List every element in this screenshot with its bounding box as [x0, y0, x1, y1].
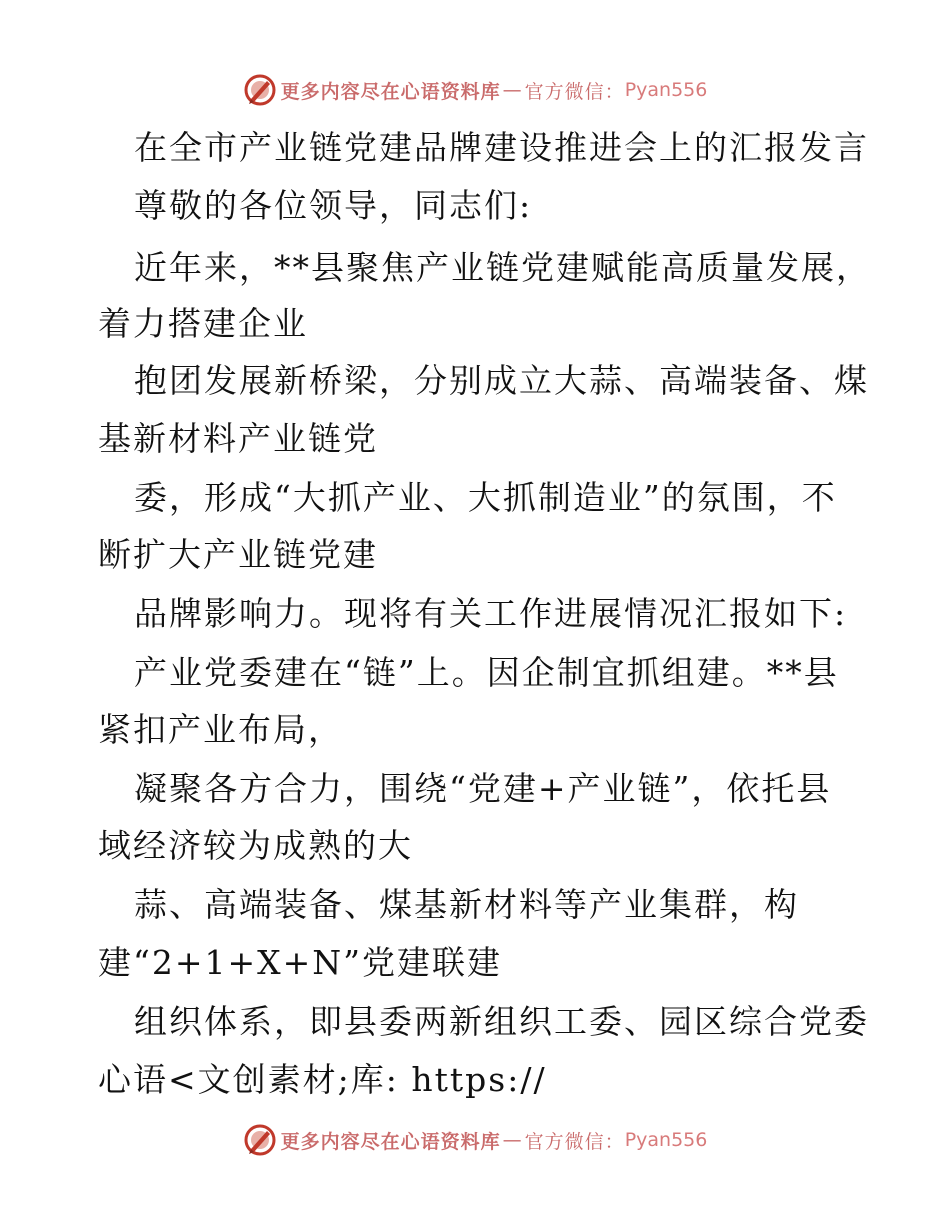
- pen-logo-icon: [243, 73, 277, 107]
- footer-dash: —: [502, 1129, 523, 1151]
- header-banner: [0, 70, 950, 110]
- footer-promo-text: 更多内容尽在心语资料库: [280, 1130, 501, 1153]
- footer-wechat-id: Pyan556: [624, 1129, 708, 1151]
- text-line: 域经济较为成熟的大: [98, 826, 413, 865]
- text-line: 紧扣产业布局，: [98, 710, 343, 749]
- salutation: 尊敬的各位领导，同志们:: [134, 186, 533, 225]
- header-dash: —: [502, 79, 523, 101]
- header-wechat-label: 官方微信：: [524, 80, 625, 103]
- text-line: 抱团发展新桥梁，分别成立大蒜、高端装备、煤: [134, 361, 869, 400]
- header-promo-text: 更多内容尽在心语资料库: [280, 80, 501, 103]
- text-line: 组织体系，即县委两新组织工委、园区综合党委: [134, 1002, 869, 1041]
- text-line: 着力搭建企业: [98, 304, 308, 343]
- text-line: 建“2+1+X+N”党建联建: [98, 943, 503, 982]
- text-line: 蒜、高端装备、煤基新材料等产业集群，构: [134, 885, 799, 924]
- text-line: 近年来，**县聚焦产业链党建赋能高质量发展，: [134, 248, 871, 287]
- text-line: 凝聚各方合力，围绕“党建+产业链”，依托县: [134, 769, 832, 808]
- text-line: 委，形成“大抓产业、大抓制造业”的氛围，不: [134, 478, 837, 517]
- document-title: 在全市产业链党建品牌建设推进会上的汇报发言: [134, 128, 869, 167]
- footer-wechat-label: 官方微信：: [524, 1130, 625, 1153]
- pen-logo-icon: [243, 1123, 277, 1157]
- text-line: 品牌影响力。现将有关工作进展情况汇报如下:: [134, 594, 848, 633]
- text-line: 基新材料产业链党: [98, 419, 378, 458]
- footer-banner: [0, 1120, 950, 1160]
- text-line: 心语<文创素材;库: https://: [98, 1060, 547, 1099]
- text-line: 产业党委建在“链”上。因企制宜抓组建。**县: [134, 653, 839, 692]
- header-wechat-id: Pyan556: [624, 79, 708, 101]
- text-line: 断扩大产业链党建: [98, 535, 378, 574]
